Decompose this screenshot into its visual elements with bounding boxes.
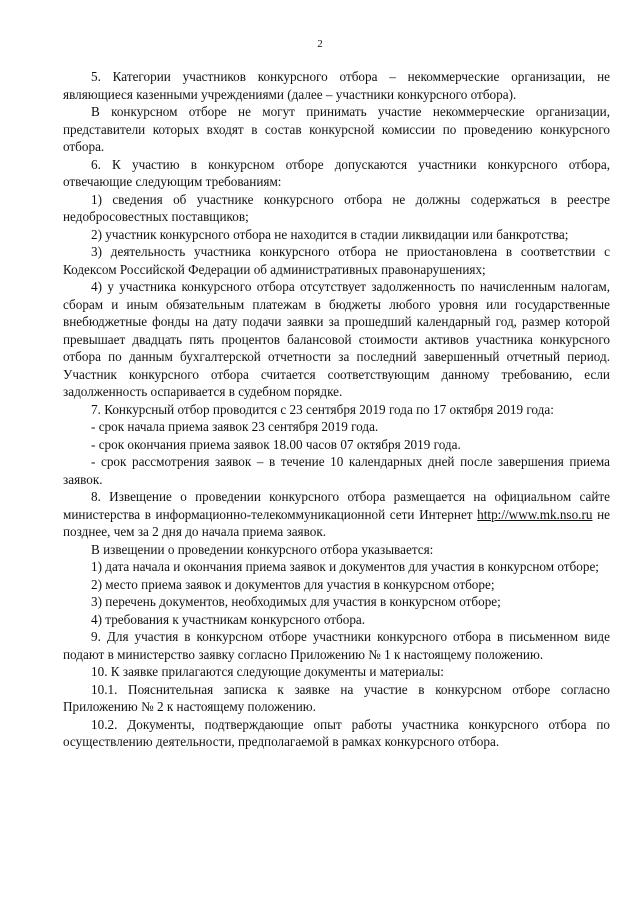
paragraph-8-text-before: 8. Извещение о проведении конкурсного отбора размещается на официальном сайте министерства в информационно-телекоммуникационной сети Интернет — [63, 489, 610, 522]
paragraph-8 — [63, 488, 610, 541]
paragraph-10-2: 10.2. Документы, подтверждающие опыт работы участника конкурсного отбора по осуществлению деятельности, предполагаемой в рамках конкурсного отбора. — [63, 716, 610, 749]
notice-contents-intro: В извещении о проведении конкурсного отбора указывается: — [91, 541, 434, 557]
deadline-start: - срок начала приема заявок 23 сентября 2019 года. — [91, 419, 379, 434]
requirement-1: 1) сведения об участнике конкурсного отбора не должны содержаться в реестре недобросовестных поставщиков; — [63, 191, 610, 224]
deadline-review: - срок рассмотрения заявок – в течение 10 календарных дней после завершения приема заявок. — [63, 454, 610, 487]
paragraph-5: 5. Категории участников конкурсного отбора – некоммерческие организации, не являющиеся казенными учреждениями (далее – участники конкурсного отбора). — [63, 69, 610, 102]
paragraph-8-text-after: не позднее, чем за 2 дня до начала приема заявок. — [63, 506, 610, 539]
deadline-end: - срок окончания приема заявок 18.00 часов 07 октября 2019 года. — [91, 436, 461, 452]
notice-item-4: 4) требования к участникам конкурсного отбора. — [91, 611, 366, 627]
page-number: 2 — [317, 38, 323, 50]
paragraph-6: 6. К участию в конкурсном отборе допускаются участники конкурсного отбора, отвечающие следующим требованиям: — [63, 156, 610, 189]
document-body — [63, 68, 610, 751]
notice-item-3: 3) перечень документов, необходимых для участия в конкурсном отборе; — [91, 594, 501, 609]
requirement-4: 4) у участника конкурсного отбора отсутствует задолженность по начисленным налогам, сборам и иным обязательным платежам в бюджеты любого уровня или государственные внебюджетные фонды на дату подачи заявки за прошедший календарный год, размер которой превышает двадцать пять процентов балансовой стоимости активов участника конкурсного отбора по данным бухгалтерской отчетности за последний завершенный отчетный период. Участник конкурсного отбора считается соответствующим данному требованию, если задолженность оспаривается в судебном порядке. — [63, 279, 610, 399]
paragraph-10-1: 10.1. Пояснительная записка к заявке на участие в конкурсном отборе согласно Приложению № 2 к настоящему положению. — [63, 681, 610, 714]
paragraph-5-restriction: В конкурсном отборе не могут принимать участие некоммерческие организации, представители которых входят в состав конкурсной комиссии по проведению конкурсного отбора. — [63, 104, 610, 154]
ministry-website-link[interactable]: http://www.mk.nso.ru — [477, 506, 593, 522]
paragraph-10: 10. К заявке прилагаются следующие документы и материалы: — [91, 664, 444, 679]
notice-item-1: 1) дата начала и окончания приема заявок и документов для участия в конкурсном отборе; — [91, 559, 599, 574]
requirement-3: 3) деятельность участника конкурсного отбора не приостановлена в соответствии с Кодексом Российской Федерации об административных правонарушениях; — [63, 244, 610, 277]
paragraph-7: 7. Конкурсный отбор проводится с 23 сентября 2019 года по 17 октября 2019 года: — [91, 401, 554, 417]
paragraph-9: 9. Для участия в конкурсном отборе участники конкурсного отбора в письменном виде подают в министерство заявку согласно Приложению № 1 к настоящему положению. — [63, 629, 610, 662]
requirement-2: 2) участник конкурсного отбора не находится в стадии ликвидации или банкротства; — [91, 226, 569, 242]
notice-item-2: 2) место приема заявок и документов для участия в конкурсном отборе; — [91, 576, 495, 592]
